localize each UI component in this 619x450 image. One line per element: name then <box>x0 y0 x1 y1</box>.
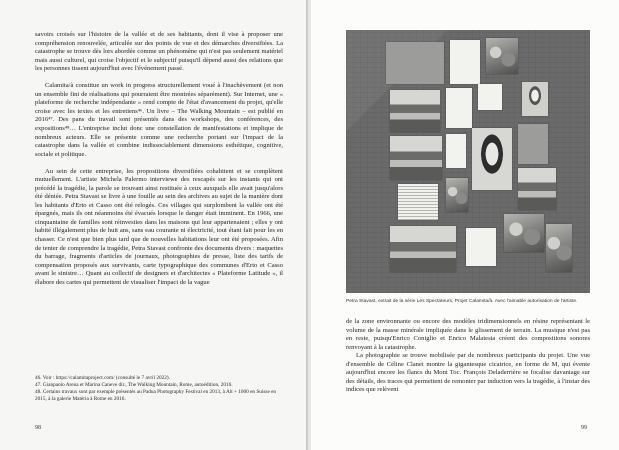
paragraph: de la zone environnante ou encore des modèles tridimensionnels en résine représentant le volume de la masse minérale impliquée dans le glissement de terrain. La musique n'est pas en reste, puisqu'Enrico Coniglio et Enrico Malatesta créent des compositions sonores renvoyant à la catastrophe. <box>346 318 590 351</box>
paragraph: La photographie se trouve mobilisée par de nombreux participants du projet. Une vue d'ensemble de Céline Clanet montre la gigantesque cicatrice, en forme de M, qui évente aujourd'hui encore les flancs du Mont Toc. François Deladerrière se focalise davantage sur des détails, des traces qui permettent de remonter par induction vers la tragédie, à l'instar des indices que relèvent <box>346 352 590 394</box>
photo-caption: Petra Stavast, extrait de la série Les Spectateurs, Projet Calamita/à. Avec l'aimable autorisation de l'artiste. <box>346 299 578 304</box>
footnotes <box>35 375 283 403</box>
page-number: 99 <box>581 425 587 431</box>
left-page <box>0 0 308 450</box>
right-body-text <box>346 318 590 395</box>
paragraph: Au sein de cette entreprise, les propositions diversifiées cohabitent et se complètent mutuellement. L'artiste Michela Palermo interviewe des rescapés sur les instants qui ont précédé la tragédie, la parole se trouvant ainsi restituée à ceux auxquels elle avait jusqu'alors été déniée. Petra Stavast se livre à une fouille au sein des archives au sujet de la manière dont les habitants d'Erto et Casso ont été relogés. Ces villages qui surplombent la vallée ont été épargnés, mais ils ont néanmoins été évacués lorsque le danger était imminent. En 1966, une cinquantaine de familles sont réinvesties dans les maisons qui leur appartenaient ; elles y ont habité illégalement plus de huit ans, sans eau courante ni électricité, tout étant fait pour les en chasser. Ce n'est que bien plus tard que de nouvelles habitations leur ont été proposées. Afin de tenter de comprendre la tragédie, Petra Stavast confronte des documents divers : maquettes du barrage, fragments d'articles de journaux, photographies de presse, liste des tarifs de compensation proposés aux survivants, carte typographique des communes d'Erto et Casso avant le sinistre… Quant au collectif de designers et d'architectes « Plateforme Latitude », il élabore des cartes qui permettent de visualiser l'impact de la vague <box>35 167 283 286</box>
paragraph: savoirs croisés sur l'histoire de la vallée et de ses habitants, dont il vise à proposer une compréhension renouvelée, articulée sur des points de vue et des démarches diversifiées. La catastrophe se trouve dès lors abordée comme un phénomène qui n'est pas seulement matériel mais aussi culturel, qui croise l'objectif et le subjectif puisqu'il dépend aussi des relations que les personnes tissent aujourd'hui avec l'événement passé. <box>35 31 283 73</box>
footnote: 47. Gianpaolo Arena et Marina Caneve dir., The Walking Mountain, Rome, autoédition, 2016. <box>35 381 233 388</box>
page-number: 98 <box>35 425 41 431</box>
footnote: 48. Certains travaux sont par exemple présentés au Padua Photography Festival en 2013, à Alt + 1000 en Suisse en 2015, à la galerie Matèria à Rome en 2016. <box>35 388 277 402</box>
footnote: 46. Voir : https://calamitaproject.com/ (consulté le 7 avril 2022). <box>35 375 170 381</box>
right-page <box>311 0 619 450</box>
left-body-text <box>35 31 283 287</box>
paragraph: Calamita/à constitue un work in progress structurellement voué à l'inachèvement (et non un ensemble fini de réalisations qui pourraient être montrées séparément). Sur Internet, une « plateforme de recherche indépendante » rend compte de l'état d'avancement du projet, qu'elle croise avec les textes et les entretiens⁴⁶. Un livre – The Walking Mountain – est publié en 2016⁴⁷. Des pans du travail sont présentés dans des workshops, des conférences, des expositions⁴⁸… L'entreprise inclut donc une constellation de manifestations et implique de nombreux acteurs. Elle se présente comme une recherche portant sur l'impact de la catastrophe dans la vallée et combine indissociablement dimensions esthétique, cognitive, sociale et politique. <box>35 82 283 158</box>
artwork-photograph <box>346 30 590 293</box>
